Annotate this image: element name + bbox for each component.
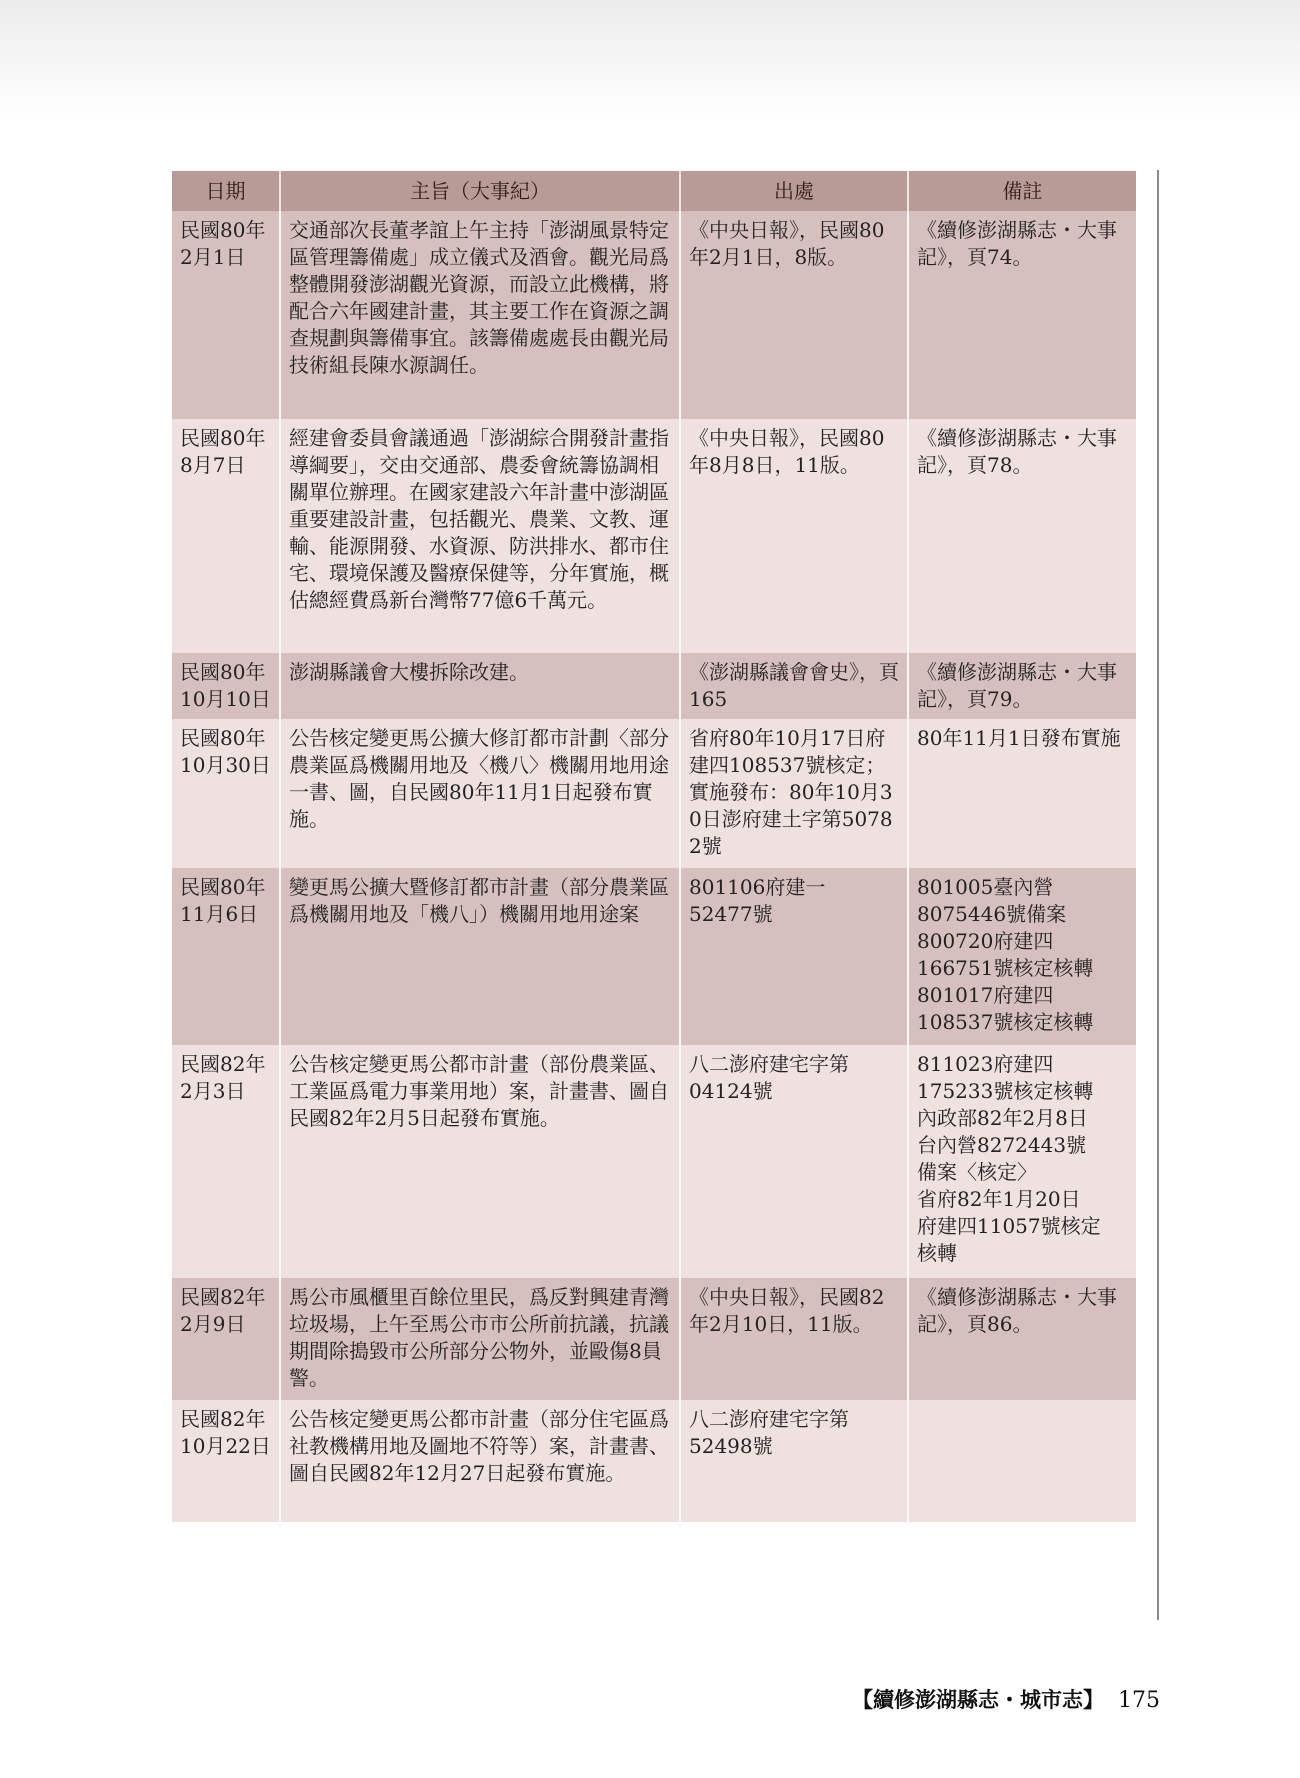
source-cell: 801106府建一 52477號: [680, 868, 908, 1045]
note-cell: 《續修澎湖縣志・大事記》，頁79。: [908, 653, 1136, 719]
subject-cell: 公告核定變更馬公擴大修訂都市計劃〈部分農業區爲機關用地及〈機八〉機關用地用途一書、圖，自民國80年11月1日起發布實施。: [280, 719, 680, 868]
date-cell: 民國80年 10月10日: [172, 653, 280, 719]
source-cell: 八二澎府建宅字第 04124號: [680, 1045, 908, 1278]
page-footer: [852, 1684, 1160, 1714]
date-cell: 民國80年 8月7日: [172, 419, 280, 653]
page-top-shade: [0, 0, 1300, 120]
date-cell: 民國82年 2月9日: [172, 1278, 280, 1400]
date-cell: 民國82年 2月3日: [172, 1045, 280, 1278]
table-row: [172, 1278, 1136, 1400]
table-row: [172, 1045, 1136, 1278]
table-row: [172, 719, 1136, 868]
table-header: [172, 171, 1136, 211]
subject-cell: 變更馬公擴大暨修訂都市計畫（部分農業區爲機關用地及「機八」）機關用地用途案: [280, 868, 680, 1045]
note-cell: 《續修澎湖縣志・大事記》，頁74。: [908, 211, 1136, 419]
date-cell: 民國80年 2月1日: [172, 211, 280, 419]
note-cell: 《續修澎湖縣志・大事記》，頁78。: [908, 419, 1136, 653]
page-number: 175: [1118, 1688, 1160, 1713]
source-cell: 《中央日報》，民國80年2月1日，8版。: [680, 211, 908, 419]
book-title: 【續修澎湖縣志・城市志】: [852, 1687, 1104, 1712]
note-cell: 80年11月1日發布實施: [908, 719, 1136, 868]
header-note: 備註: [908, 171, 1136, 211]
subject-cell: 經建會委員會議通過「澎湖綜合開發計畫指導綱要」，交由交通部、農委會統籌協調相關單位辦理。在國家建設六年計畫中澎湖區重要建設計畫，包括觀光、農業、文教、運輸、能源開發、水資源、防洪排水、都市住宅、環境保護及醫療保健等，分年實施，概估總經費爲新台灣幣77億6千萬元。: [280, 419, 680, 653]
note-cell: [908, 1400, 1136, 1522]
source-cell: 省府80年10月17日府建四108537號核定；實施發布：80年10月30日澎府建土字第50782號: [680, 719, 908, 868]
subject-cell: 公告核定變更馬公都市計畫（部份農業區、工業區爲電力事業用地）案，計畫書、圖自民國82年2月5日起發布實施。: [280, 1045, 680, 1278]
table-row: [172, 419, 1136, 653]
subject-cell: 澎湖縣議會大樓拆除改建。: [280, 653, 680, 719]
table-row: [172, 868, 1136, 1045]
note-cell: 811023府建四 175233號核定核轉 內政部82年2月8日 台內營8272443號 備案〈核定〉 省府82年1月20日 府建四11057號核定 核轉: [908, 1045, 1136, 1278]
note-cell: 801005臺內營 8075446號備案 800720府建四 166751號核定核轉 801017府建四 108537號核定核轉: [908, 868, 1136, 1045]
table-row: [172, 211, 1136, 419]
source-cell: 《中央日報》，民國82年2月10日，11版。: [680, 1278, 908, 1400]
source-cell: 《澎湖縣議會會史》，頁165: [680, 653, 908, 719]
date-cell: 民國80年 10月30日: [172, 719, 280, 868]
table-row: [172, 653, 1136, 719]
margin-rule: [1157, 170, 1159, 1620]
header-source: 出處: [680, 171, 908, 211]
date-cell: 民國82年 10月22日: [172, 1400, 280, 1522]
note-cell: 《續修澎湖縣志・大事記》，頁86。: [908, 1278, 1136, 1400]
events-table: [172, 171, 1136, 1522]
source-cell: 《中央日報》，民國80年8月8日，11版。: [680, 419, 908, 653]
table-row: [172, 1400, 1136, 1522]
table-body: [172, 211, 1136, 1522]
subject-cell: 馬公市風櫃里百餘位里民，爲反對興建青灣垃圾場，上午至馬公市市公所前抗議，抗議期間除搗毀市公所部分公物外，並毆傷8員警。: [280, 1278, 680, 1400]
header-subject: 主旨（大事紀）: [280, 171, 680, 211]
subject-cell: 公告核定變更馬公都市計畫（部分住宅區爲社教機構用地及圖地不符等）案，計畫書、圖自民國82年12月27日起發布實施。: [280, 1400, 680, 1522]
source-cell: 八二澎府建宅字第 52498號: [680, 1400, 908, 1522]
date-cell: 民國80年 11月6日: [172, 868, 280, 1045]
subject-cell: 交通部次長董孝誼上午主持「澎湖風景特定區管理籌備處」成立儀式及酒會。觀光局爲整體開發澎湖觀光資源，而設立此機構，將配合六年國建計畫，其主要工作在資源之調查規劃與籌備事宜。該籌備處處長由觀光局技術組長陳水源調任。: [280, 211, 680, 419]
header-date: 日期: [172, 171, 280, 211]
